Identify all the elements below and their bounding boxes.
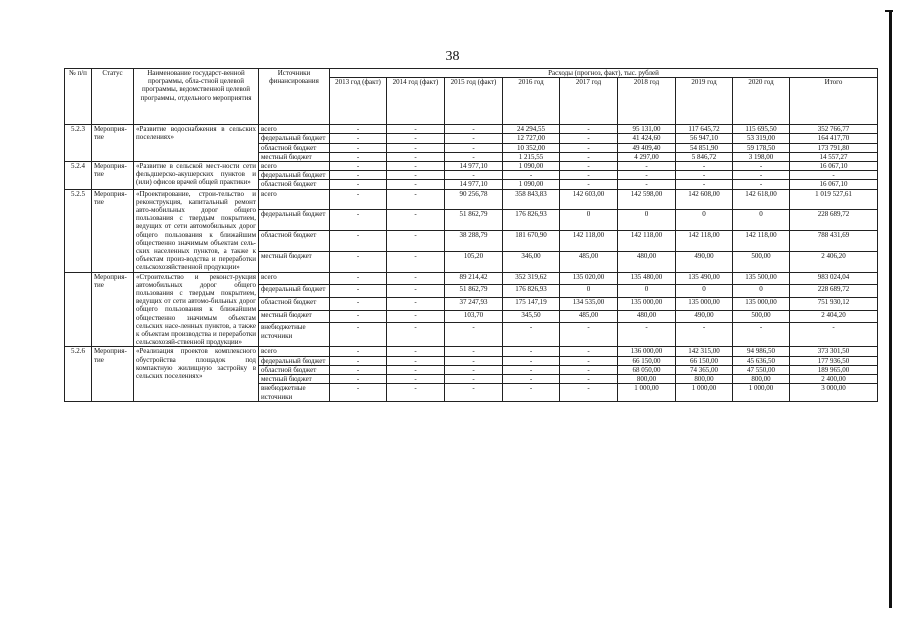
header-status: Статус: [92, 69, 134, 125]
amount-cell: -: [330, 210, 387, 231]
header-year-7: 2020 год: [733, 78, 790, 125]
amount-cell: 177 936,50: [790, 356, 878, 365]
amount-cell: -: [733, 171, 790, 180]
amount-cell: -: [387, 134, 445, 143]
funding-source: всего: [259, 189, 330, 210]
amount-cell: 10 352,00: [503, 143, 560, 152]
amount-cell: 41 424,60: [618, 134, 676, 143]
amount-cell: -: [560, 162, 618, 171]
table-row: [65, 125, 878, 134]
amount-cell: 14 977,10: [445, 180, 503, 189]
amount-cell: 480,00: [618, 310, 676, 323]
amount-cell: -: [387, 356, 445, 365]
funding-source: внебюджетные источники: [259, 323, 330, 347]
funding-source: всего: [259, 272, 330, 285]
funding-source: областной бюджет: [259, 231, 330, 252]
amount-cell: -: [503, 375, 560, 384]
funding-source: всего: [259, 347, 330, 356]
funding-source: федеральный бюджет: [259, 285, 330, 298]
funding-source: внебюджетные источники: [259, 384, 330, 401]
amount-cell: -: [387, 251, 445, 272]
amount-cell: 1 090,00: [503, 180, 560, 189]
funding-source: местный бюджет: [259, 375, 330, 384]
amount-cell: 37 247,93: [445, 298, 503, 311]
amount-cell: -: [560, 134, 618, 143]
amount-cell: 16 067,10: [790, 180, 878, 189]
amount-cell: -: [330, 143, 387, 152]
section-name: «Развитие в сельской мест-ности сети фельдшерско-акушерских пунктов и (или) офисов врачей общей практики»: [134, 162, 259, 190]
amount-cell: 135 480,00: [618, 272, 676, 285]
amount-cell: -: [330, 347, 387, 356]
amount-cell: 56 947,10: [676, 134, 733, 143]
funding-source: областной бюджет: [259, 180, 330, 189]
funding-source: областной бюджет: [259, 298, 330, 311]
amount-cell: -: [387, 210, 445, 231]
amount-cell: 115 695,50: [733, 125, 790, 134]
amount-cell: -: [618, 180, 676, 189]
amount-cell: -: [560, 143, 618, 152]
amount-cell: 105,20: [445, 251, 503, 272]
funding-source: федеральный бюджет: [259, 356, 330, 365]
amount-cell: 142 118,00: [618, 231, 676, 252]
amount-cell: -: [560, 356, 618, 365]
amount-cell: -: [560, 375, 618, 384]
amount-cell: 59 178,50: [733, 143, 790, 152]
header-year-8: Итого: [790, 78, 878, 125]
table-row: [65, 162, 878, 171]
amount-cell: -: [330, 272, 387, 285]
amount-cell: -: [387, 180, 445, 189]
header-expenses: Расходы (прогноз, факт), тыс. рублей: [330, 69, 878, 78]
amount-cell: -: [387, 143, 445, 152]
amount-cell: -: [560, 180, 618, 189]
section-number: [65, 272, 92, 347]
section-status: Мероприя-тие: [92, 125, 134, 162]
amount-cell: -: [676, 162, 733, 171]
amount-cell: -: [445, 375, 503, 384]
amount-cell: -: [387, 375, 445, 384]
table-header: [65, 69, 878, 125]
amount-cell: 142 118,00: [560, 231, 618, 252]
amount-cell: -: [387, 162, 445, 171]
amount-cell: -: [560, 152, 618, 161]
amount-cell: 181 670,90: [503, 231, 560, 252]
amount-cell: -: [387, 323, 445, 347]
header-year-4: 2017 год: [560, 78, 618, 125]
funding-source: федеральный бюджет: [259, 171, 330, 180]
header-year-3: 2016 год: [503, 78, 560, 125]
amount-cell: 352 319,62: [503, 272, 560, 285]
amount-cell: 346,00: [503, 251, 560, 272]
section-status: Мероприя-тие: [92, 189, 134, 272]
amount-cell: -: [330, 365, 387, 374]
funding-source: федеральный бюджет: [259, 210, 330, 231]
amount-cell: 14 557,27: [790, 152, 878, 161]
amount-cell: -: [330, 298, 387, 311]
amount-cell: -: [503, 323, 560, 347]
amount-cell: -: [733, 180, 790, 189]
header-year-1: 2014 год (факт): [387, 78, 445, 125]
amount-cell: -: [560, 171, 618, 180]
amount-cell: -: [445, 384, 503, 401]
amount-cell: 788 431,69: [790, 231, 878, 252]
amount-cell: 164 417,70: [790, 134, 878, 143]
scan-edge-tick: [885, 10, 893, 12]
amount-cell: -: [445, 125, 503, 134]
amount-cell: -: [330, 323, 387, 347]
amount-cell: 51 862,79: [445, 210, 503, 231]
amount-cell: 2 404,20: [790, 310, 878, 323]
section-number: 5.2.5: [65, 189, 92, 272]
amount-cell: 0: [676, 285, 733, 298]
amount-cell: -: [790, 171, 878, 180]
amount-cell: 135 490,00: [676, 272, 733, 285]
amount-cell: 135 000,00: [618, 298, 676, 311]
amount-cell: -: [676, 171, 733, 180]
amount-cell: 0: [618, 210, 676, 231]
header-year-6: 2019 год: [676, 78, 733, 125]
amount-cell: 54 851,90: [676, 143, 733, 152]
amount-cell: -: [445, 347, 503, 356]
amount-cell: 142 618,00: [733, 189, 790, 210]
amount-cell: -: [560, 347, 618, 356]
section-number: 5.2.3: [65, 125, 92, 162]
section-status: Мероприя-тие: [92, 347, 134, 401]
amount-cell: -: [733, 323, 790, 347]
expenditure-table: [64, 68, 878, 402]
funding-source: всего: [259, 162, 330, 171]
amount-cell: 2 406,20: [790, 251, 878, 272]
amount-cell: -: [387, 365, 445, 374]
amount-cell: 1 090,00: [503, 162, 560, 171]
amount-cell: -: [618, 323, 676, 347]
amount-cell: 485,00: [560, 251, 618, 272]
amount-cell: 135 500,00: [733, 272, 790, 285]
amount-cell: 2 400,00: [790, 375, 878, 384]
amount-cell: 3 000,00: [790, 384, 878, 401]
amount-cell: 53 319,00: [733, 134, 790, 143]
amount-cell: 49 409,40: [618, 143, 676, 152]
amount-cell: 16 067,10: [790, 162, 878, 171]
amount-cell: -: [503, 171, 560, 180]
amount-cell: 490,00: [676, 310, 733, 323]
amount-cell: -: [790, 323, 878, 347]
amount-cell: 0: [618, 285, 676, 298]
amount-cell: 3 198,00: [733, 152, 790, 161]
amount-cell: 117 645,72: [676, 125, 733, 134]
amount-cell: 0: [676, 210, 733, 231]
amount-cell: 228 689,72: [790, 285, 878, 298]
amount-cell: 176 826,93: [503, 210, 560, 231]
funding-source: областной бюджет: [259, 143, 330, 152]
funding-source: местный бюджет: [259, 310, 330, 323]
amount-cell: -: [387, 310, 445, 323]
amount-cell: 74 365,00: [676, 365, 733, 374]
amount-cell: 142 118,00: [733, 231, 790, 252]
amount-cell: -: [330, 375, 387, 384]
amount-cell: 1 000,00: [733, 384, 790, 401]
amount-cell: 66 150,00: [676, 356, 733, 365]
amount-cell: -: [387, 272, 445, 285]
scan-edge-line: [889, 10, 892, 608]
amount-cell: 751 930,12: [790, 298, 878, 311]
amount-cell: -: [445, 152, 503, 161]
section-number: 5.2.6: [65, 347, 92, 401]
amount-cell: -: [445, 365, 503, 374]
amount-cell: -: [503, 356, 560, 365]
table-row: [65, 347, 878, 356]
amount-cell: 0: [560, 210, 618, 231]
amount-cell: 176 826,93: [503, 285, 560, 298]
amount-cell: 94 986,50: [733, 347, 790, 356]
header-year-5: 2018 год: [618, 78, 676, 125]
amount-cell: -: [676, 180, 733, 189]
amount-cell: -: [445, 171, 503, 180]
amount-cell: 136 000,00: [618, 347, 676, 356]
amount-cell: -: [330, 285, 387, 298]
amount-cell: 24 294,55: [503, 125, 560, 134]
amount-cell: -: [445, 134, 503, 143]
amount-cell: 47 550,00: [733, 365, 790, 374]
amount-cell: -: [503, 384, 560, 401]
amount-cell: 0: [733, 210, 790, 231]
amount-cell: -: [503, 365, 560, 374]
amount-cell: -: [733, 162, 790, 171]
funding-source: федеральный бюджет: [259, 134, 330, 143]
amount-cell: 500,00: [733, 251, 790, 272]
amount-cell: 485,00: [560, 310, 618, 323]
amount-cell: 142 603,00: [560, 189, 618, 210]
amount-cell: 1 215,55: [503, 152, 560, 161]
amount-cell: 142 608,00: [676, 189, 733, 210]
amount-cell: 135 020,00: [560, 272, 618, 285]
amount-cell: -: [560, 384, 618, 401]
section-name: «Строительство и реконст-рукция автомобильных дорог общего пользования с твердым покрытием, ведущих от сети автомо-бильных дорог общего пользования к ближайшим общественно значимым объектам сельских насе-ленных пунктов, а также к объектам производства и переработки сельскохозяй-ственной продукции»: [134, 272, 259, 347]
amount-cell: -: [445, 323, 503, 347]
amount-cell: 142 315,00: [676, 347, 733, 356]
amount-cell: -: [445, 356, 503, 365]
amount-cell: 500,00: [733, 310, 790, 323]
amount-cell: -: [387, 285, 445, 298]
amount-cell: 983 024,04: [790, 272, 878, 285]
amount-cell: 135 000,00: [676, 298, 733, 311]
amount-cell: -: [618, 162, 676, 171]
amount-cell: 228 689,72: [790, 210, 878, 231]
amount-cell: -: [330, 171, 387, 180]
amount-cell: 134 535,00: [560, 298, 618, 311]
amount-cell: -: [330, 125, 387, 134]
amount-cell: -: [330, 231, 387, 252]
amount-cell: -: [330, 356, 387, 365]
amount-cell: 490,00: [676, 251, 733, 272]
section-status: Мероприя-тие: [92, 272, 134, 347]
section-name: «Реализация проектов комплексного обустройства площадок под компактную жилищную застройку в сельских поселениях»: [134, 347, 259, 401]
amount-cell: 90 256,78: [445, 189, 503, 210]
amount-cell: -: [387, 384, 445, 401]
amount-cell: -: [330, 310, 387, 323]
header-source: Источники финансирования: [259, 69, 330, 125]
section-name: «Развитие водоснабжения в сельских поселениях»: [134, 125, 259, 162]
amount-cell: 51 862,79: [445, 285, 503, 298]
amount-cell: 1 000,00: [618, 384, 676, 401]
amount-cell: 1 019 527,61: [790, 189, 878, 210]
section-name: «Проектирование, строи-тельство и реконструкция, капитальный ремонт авто-мобильных дорог общего пользования с твердым покрытием, ведущих от сети автомобильных дорог общего пользования к ближайшим общественно значимым объектам сель-ских населенных пунктов, а также к объектам произ-водства и переработки сельскохозяйственной продукции»: [134, 189, 259, 272]
amount-cell: -: [330, 152, 387, 161]
amount-cell: -: [560, 365, 618, 374]
funding-source: местный бюджет: [259, 152, 330, 161]
amount-cell: -: [387, 125, 445, 134]
header-year-2: 2015 год (факт): [445, 78, 503, 125]
amount-cell: 175 147,19: [503, 298, 560, 311]
amount-cell: 135 000,00: [733, 298, 790, 311]
amount-cell: -: [503, 347, 560, 356]
amount-cell: 45 636,50: [733, 356, 790, 365]
amount-cell: 0: [560, 285, 618, 298]
amount-cell: -: [387, 152, 445, 161]
amount-cell: 142 598,00: [618, 189, 676, 210]
amount-cell: 12 727,00: [503, 134, 560, 143]
section-number: 5.2.4: [65, 162, 92, 190]
amount-cell: -: [445, 143, 503, 152]
amount-cell: -: [330, 162, 387, 171]
amount-cell: -: [387, 231, 445, 252]
amount-cell: 14 977,10: [445, 162, 503, 171]
amount-cell: 800,00: [618, 375, 676, 384]
header-year-0: 2013 год (факт): [330, 78, 387, 125]
amount-cell: -: [387, 298, 445, 311]
amount-cell: -: [330, 251, 387, 272]
amount-cell: 173 791,80: [790, 143, 878, 152]
funding-source: областной бюджет: [259, 365, 330, 374]
amount-cell: -: [618, 171, 676, 180]
amount-cell: -: [330, 189, 387, 210]
amount-cell: -: [330, 180, 387, 189]
amount-cell: 142 118,00: [676, 231, 733, 252]
amount-cell: 480,00: [618, 251, 676, 272]
amount-cell: 103,70: [445, 310, 503, 323]
amount-cell: 38 288,79: [445, 231, 503, 252]
amount-cell: 1 000,00: [676, 384, 733, 401]
amount-cell: -: [330, 134, 387, 143]
funding-source: местный бюджет: [259, 251, 330, 272]
amount-cell: 345,50: [503, 310, 560, 323]
amount-cell: 0: [733, 285, 790, 298]
amount-cell: 373 301,50: [790, 347, 878, 356]
table-row: [65, 189, 878, 210]
amount-cell: 5 846,72: [676, 152, 733, 161]
amount-cell: -: [330, 384, 387, 401]
amount-cell: 4 297,00: [618, 152, 676, 161]
amount-cell: 800,00: [733, 375, 790, 384]
amount-cell: 66 150,00: [618, 356, 676, 365]
amount-cell: -: [676, 323, 733, 347]
section-status: Мероприя-тие: [92, 162, 134, 190]
amount-cell: -: [387, 189, 445, 210]
table-row: [65, 272, 878, 285]
table-body: [65, 125, 878, 402]
funding-source: всего: [259, 125, 330, 134]
header-no: № п/п: [65, 69, 92, 125]
amount-cell: 358 843,83: [503, 189, 560, 210]
page-number: 38: [445, 49, 460, 64]
amount-cell: -: [387, 171, 445, 180]
amount-cell: -: [560, 323, 618, 347]
amount-cell: 95 131,00: [618, 125, 676, 134]
amount-cell: 352 766,77: [790, 125, 878, 134]
amount-cell: 68 050,00: [618, 365, 676, 374]
header-name: Наименование государст-венной программы, обла-стной целевой программы, ведомственной целевой программы, отдельного мероприятия: [134, 69, 259, 125]
amount-cell: -: [387, 347, 445, 356]
amount-cell: 800,00: [676, 375, 733, 384]
amount-cell: 89 214,42: [445, 272, 503, 285]
amount-cell: -: [560, 125, 618, 134]
amount-cell: 189 965,00: [790, 365, 878, 374]
